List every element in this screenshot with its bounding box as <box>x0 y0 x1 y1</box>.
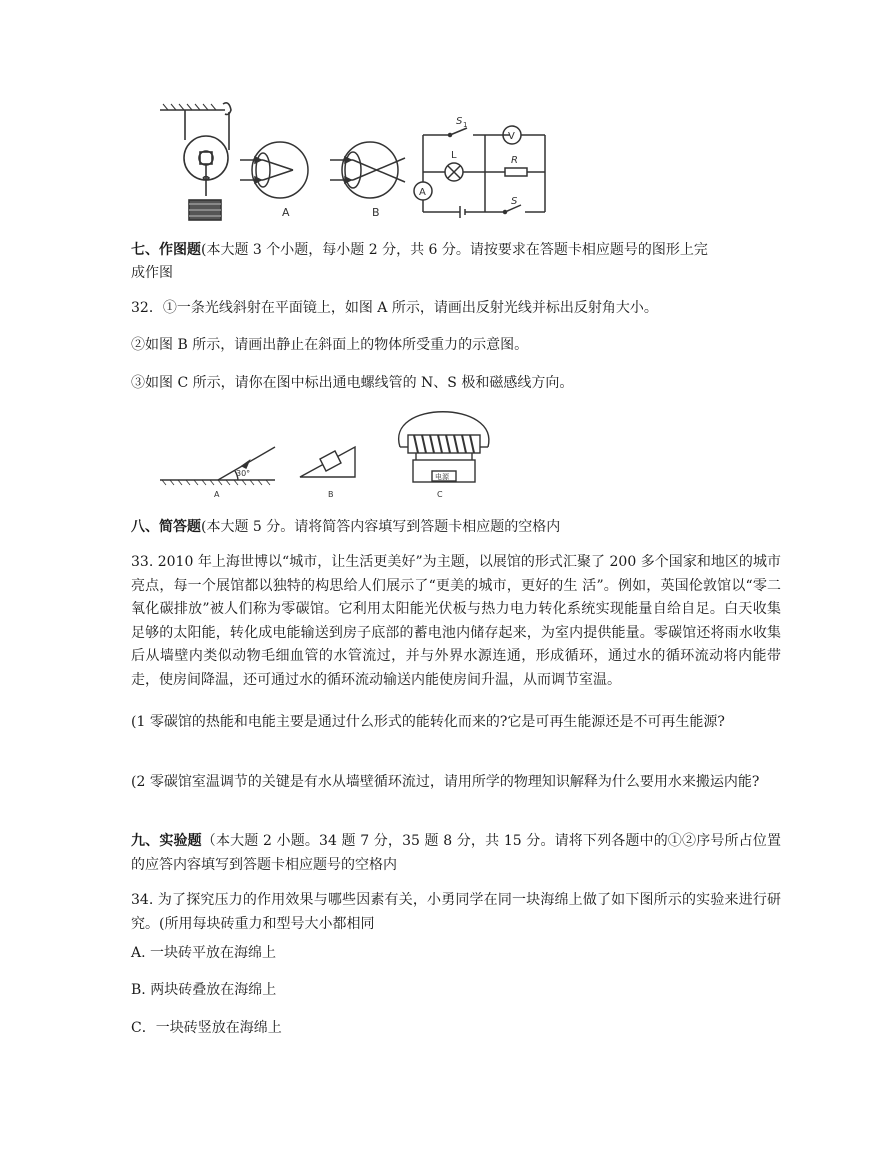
section7-line2: 成作图 <box>131 265 173 281</box>
q34-text: 34. 为了探究压力的作用效果与哪些因素有关，小勇同学在同一块海绵上做了如下图所示的实验来进行研究。(所用每块砖重力和型号大小都相同 <box>131 892 781 932</box>
q33-sub1: (1 零碳馆的热能和电能主要是通过什么形式的能转化而来的?它是可再生能源还是不可再生能源? <box>131 714 725 730</box>
section8-heading: 八、简答题 <box>131 519 201 535</box>
fig-c-label: C <box>437 490 443 499</box>
eye-diagram-a <box>240 142 308 219</box>
switch-s-label: S <box>511 196 518 207</box>
eye-a-label: A <box>282 206 290 219</box>
section8-line <box>131 516 781 539</box>
section9-instructions: （本大题 2 小题。34 题 7 分，35 题 8 分，共 15 分。请将下列各题中的①②序号所占位置的应答内容填写到答题卡相应题号的空格内 <box>131 833 781 873</box>
resistor-label: R <box>511 155 518 166</box>
section9-heading: 九、实验题 <box>131 833 202 849</box>
q34-option-b: B. 两块砖叠放在海绵上 <box>131 982 277 998</box>
figure-row-mid <box>160 405 500 500</box>
q34-option-a: A. 一块砖平放在海绵上 <box>131 945 277 961</box>
pulley-diagram <box>160 103 231 220</box>
q32-part3: ③如图 C 所示，请你在图中标出通电螺线管的 N、S 极和磁感线方向。 <box>131 375 574 391</box>
incline-diagram-b <box>300 447 355 499</box>
q32-part2: ②如图 B 所示，请画出静止在斜面上的物体所受重力的示意图。 <box>131 337 529 353</box>
section7-instructions: (本大题 3 个小题，每小题 2 分，共 6 分。请按要求在答题卡相应题号的图形上完 <box>201 242 708 258</box>
q33-text: 33. 2010 年上海世博以“城市，让生活更美好”为主题，以展馆的形式汇聚了 200 多个国家和地区的城市亮点，每一个展馆都以独特的构思给人们展示了“更美的城市，更好的生 活”。例如，英国伦敦馆以“零二氧化碳排放”被人们称为零碳馆。它利用太阳能光伏板与热力电力转化系统实现能量自给自足。白天收集足够的太阳能，转化成电能输送到房子底部的蓄电池内储存起来，为室内提供能量。零碳馆还将雨水收集后从墙壁内类似动物毛细血管的水管流过，并与外界水源连通，形成循环，通过水的循环流动将内能带走，使房间降温，还可通过水的循环流动输送内能使房间升温，从而调节室温。 <box>131 554 781 688</box>
q32-part1: 32．①一条光线斜射在平面镜上，如图 A 所示，请画出反射光线并标出反射角大小。 <box>131 300 658 316</box>
ammeter-label: A <box>419 187 426 198</box>
section8-instructions: (本大题 5 分。请将简答内容填写到答题卡相应题的空格内 <box>201 519 561 535</box>
angle-label: 30° <box>236 469 251 478</box>
switch-s1-subscript: 1 <box>463 121 468 129</box>
power-supply-label: 电源 <box>435 473 449 481</box>
switch-s1-label: S <box>456 116 463 127</box>
eye-diagram-b <box>330 142 405 219</box>
eye-b-label: B <box>372 206 380 219</box>
fig-b-label: B <box>328 490 334 499</box>
lamp-label: L <box>451 150 457 161</box>
section7-heading: 七、作图题 <box>131 242 201 258</box>
fig-a-label: A <box>214 490 220 499</box>
solenoid-diagram-c <box>399 412 489 499</box>
circuit-diagram <box>414 116 545 218</box>
section9-paragraph <box>131 830 781 877</box>
section7-line1 <box>131 239 781 262</box>
mirror-diagram-a <box>160 447 275 499</box>
q34-option-c: C．一块砖竖放在海绵上 <box>131 1020 282 1036</box>
figure-row-top <box>155 100 555 225</box>
voltmeter-label: V <box>508 131 515 142</box>
q33-sub2: (2 零碳馆室温调节的关键是有水从墙壁循环流过，请用所学的物理知识解释为什么要用水来搬运内能? <box>131 774 760 790</box>
